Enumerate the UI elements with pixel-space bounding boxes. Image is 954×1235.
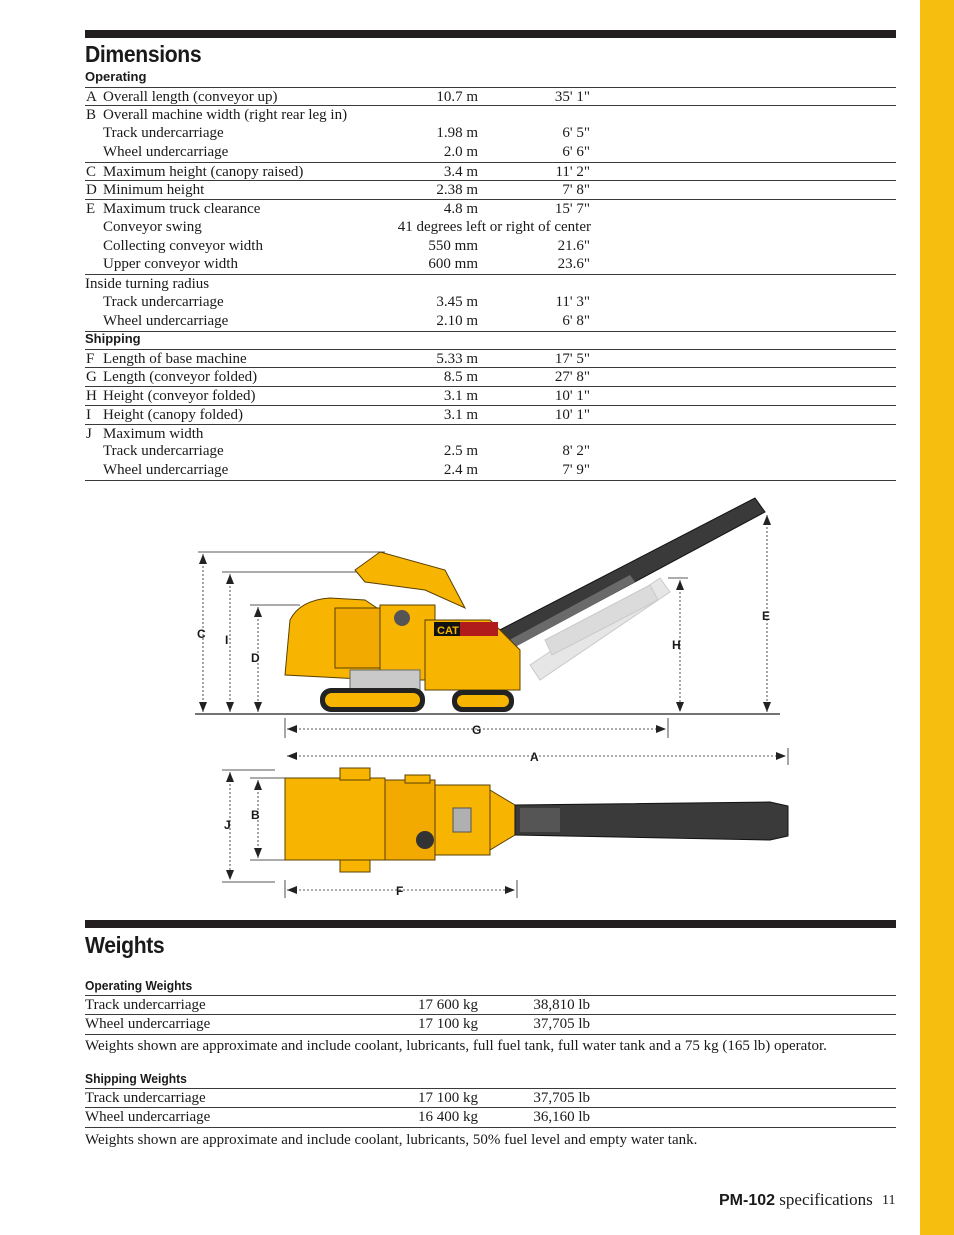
canopy (355, 552, 465, 608)
weight-label: Track undercarriage (85, 997, 206, 1013)
dimension-metric: 4.8 m (443, 201, 478, 217)
footer-suffix: specifications (775, 1190, 873, 1209)
label-g: G (472, 723, 482, 737)
dimension-j (222, 770, 275, 882)
table-bottom-rule (85, 1034, 896, 1035)
dimension-imperial: 27' 8" (554, 369, 590, 386)
dimension-row (85, 255, 896, 274)
dimension-row (85, 105, 896, 124)
weight-row (85, 995, 896, 1014)
dimension-row (85, 461, 896, 480)
top-rear-leg-right (340, 860, 370, 872)
weight-label: Wheel undercarriage (85, 1109, 211, 1125)
top-hatch (453, 808, 471, 832)
page-number: 11 (882, 1193, 896, 1208)
dimension-label: Track undercarriage (103, 293, 224, 310)
dimension-row (85, 424, 896, 443)
machine-top-view (285, 768, 788, 872)
dimension-metric: 2.0 m (443, 143, 478, 160)
steering-wheel (394, 610, 410, 626)
weight-row (85, 1107, 896, 1126)
table-bottom-rule (85, 1127, 896, 1128)
dimension-code: E (86, 201, 96, 217)
dimension-metric: 1.98 m (436, 125, 478, 141)
dimension-row (85, 312, 896, 331)
dimension-code: G (86, 369, 97, 386)
dimension-imperial: 10' 1" (554, 406, 590, 423)
dimension-label: Length of base machine (103, 350, 247, 367)
table-bottom-rule (85, 331, 896, 332)
footer-title (719, 1190, 873, 1210)
dimension-span-value: 41 degrees left or right of center (397, 218, 591, 235)
machine-dimension-diagram (190, 490, 800, 900)
raised-conveyor (490, 498, 765, 650)
operating-weights-note: Weights shown are approximate and include coolant, lubricants, full fuel tank, full water tank and a 75 kg (165 lb) operator. (85, 1038, 827, 1054)
dimension-imperial: 17' 5" (554, 350, 590, 367)
dimension-imperial: 7' 8" (562, 182, 590, 199)
dimension-label: Overall machine width (right rear leg in) (103, 107, 348, 124)
dimension-e (762, 515, 771, 712)
dimension-row (85, 218, 896, 237)
dimension-metric: 3.4 m (443, 163, 478, 180)
weight-row (85, 1014, 896, 1033)
dimension-code: A (86, 88, 97, 105)
dimension-label: Track undercarriage (103, 125, 224, 141)
top-nose (490, 790, 515, 850)
dimension-f (285, 880, 517, 898)
dimension-imperial: 23.6" (557, 256, 590, 273)
dimension-row (85, 349, 896, 368)
dimension-metric: 2.4 m (443, 462, 478, 478)
footer-model: PM-102 (719, 1192, 776, 1209)
dimension-metric: 5.33 m (436, 350, 478, 367)
shipping-weights-subheading: Shipping Weights (85, 1071, 187, 1086)
dimension-metric: 3.45 m (436, 293, 478, 310)
dimension-label: Track undercarriage (103, 443, 224, 460)
label-a: A (530, 750, 539, 764)
weight-lb: 38,810 lb (533, 997, 590, 1013)
dimension-label: Maximum width (103, 425, 204, 442)
shipping-subheading: Shipping (85, 331, 141, 346)
label-f: F (396, 884, 404, 898)
top-rear-leg-left (340, 768, 370, 780)
shipping-weights-note: Weights shown are approximate and include coolant, lubricants, 50% fuel level and empty water tank. (85, 1132, 698, 1148)
dimension-imperial: 6' 6" (562, 143, 590, 160)
label-h: H (672, 638, 681, 652)
dimension-g (285, 718, 668, 738)
dimension-row (85, 405, 896, 424)
top-front-leg-left (405, 775, 430, 783)
label-b: B (251, 808, 260, 822)
dimension-metric: 3.1 m (443, 388, 478, 404)
label-e: E (762, 609, 771, 623)
dimension-code: C (86, 163, 97, 180)
weight-kg: 17 600 kg (418, 997, 478, 1013)
label-j: J (224, 818, 231, 832)
dimension-imperial: 21.6" (557, 237, 590, 254)
dimension-imperial: 6' 8" (562, 312, 590, 329)
dimension-label: Collecting conveyor width (103, 237, 263, 254)
dimension-metric: 2.38 m (436, 182, 478, 199)
dimension-metric: 600 mm (428, 256, 478, 273)
dimension-metric: 10.7 m (436, 88, 478, 105)
dimension-label: Upper conveyor width (103, 256, 238, 273)
dimension-row (85, 199, 896, 218)
dimension-code: H (86, 388, 97, 404)
dimension-metric: 3.1 m (443, 406, 478, 423)
weight-lb: 37,705 lb (533, 1090, 590, 1106)
dimension-b (250, 778, 285, 860)
dimension-label: Wheel undercarriage (103, 312, 229, 329)
dimension-row (85, 180, 896, 199)
dimension-code: I (86, 406, 91, 423)
dimension-code: J (86, 425, 92, 442)
red-stripe (460, 622, 498, 636)
machine-side-view (285, 498, 765, 712)
dimension-row (85, 87, 896, 106)
front-track-frame (457, 695, 509, 707)
dimension-imperial: 10' 1" (554, 388, 590, 404)
dimension-label: Height (conveyor folded) (103, 388, 256, 404)
dimension-row (85, 367, 896, 386)
weight-kg: 17 100 kg (418, 1016, 478, 1032)
weight-kg: 17 100 kg (418, 1090, 478, 1106)
cat-logo: CAT (437, 625, 459, 637)
rear-track-frame (325, 693, 420, 707)
dimension-label: Wheel undercarriage (103, 143, 229, 160)
dimension-label: Length (conveyor folded) (103, 369, 258, 386)
top-steering (416, 831, 434, 849)
dimension-h (668, 578, 688, 712)
dimension-label: Maximum height (canopy raised) (103, 163, 304, 180)
weight-lb: 36,160 lb (533, 1109, 590, 1125)
dimension-code: D (86, 182, 97, 199)
dimension-label: Wheel undercarriage (103, 462, 229, 478)
dimension-label: Conveyor swing (103, 218, 202, 235)
dimension-imperial: 6' 5" (562, 125, 590, 141)
dimension-label: Inside turning radius (85, 276, 210, 292)
dimension-label: Minimum height (103, 182, 205, 199)
top-conveyor-hopper (520, 808, 560, 832)
weight-label: Track undercarriage (85, 1090, 206, 1106)
section-rule-weights (85, 920, 896, 928)
operating-subheading: Operating (85, 69, 147, 84)
dimension-metric: 8.5 m (443, 369, 478, 386)
label-d: D (251, 651, 260, 665)
dimensions-heading: Dimensions (85, 41, 202, 67)
dimension-row (85, 442, 896, 461)
dimension-label: Overall length (conveyor up) (103, 88, 278, 105)
engine-panel (335, 608, 380, 668)
dimension-row (85, 293, 896, 312)
dimension-row (85, 162, 896, 181)
weight-lb: 37,705 lb (533, 1016, 590, 1032)
dimension-metric: 2.5 m (443, 443, 478, 460)
dimension-row (85, 143, 896, 162)
dimension-row (85, 274, 896, 293)
weight-label: Wheel undercarriage (85, 1016, 211, 1032)
dimension-imperial: 11' 3" (555, 293, 590, 310)
dimension-metric: 550 mm (428, 237, 478, 254)
dimension-imperial: 11' 2" (555, 163, 590, 180)
side-accent-band (920, 0, 954, 1235)
dimension-imperial: 15' 7" (554, 201, 590, 217)
section-rule-dimensions (85, 30, 896, 38)
dimension-metric: 2.10 m (436, 312, 478, 329)
dimension-row (85, 386, 896, 405)
weights-heading: Weights (85, 932, 165, 958)
weight-row (85, 1088, 896, 1107)
dimension-row (85, 124, 896, 143)
dimension-row (85, 237, 896, 256)
dimension-imperial: 35' 1" (554, 88, 590, 105)
table-bottom-rule (85, 480, 896, 481)
dimension-a (287, 748, 788, 765)
top-rear-body (285, 778, 385, 860)
dimension-label: Maximum truck clearance (103, 201, 261, 217)
label-c: C (197, 627, 206, 641)
label-i: I (225, 633, 229, 647)
dimension-imperial: 7' 9" (562, 462, 590, 478)
dimension-code: B (86, 107, 97, 124)
dimension-code: F (86, 350, 95, 367)
weight-kg: 16 400 kg (418, 1109, 478, 1125)
dimension-imperial: 8' 2" (562, 443, 590, 460)
operating-weights-subheading: Operating Weights (85, 978, 193, 993)
dimension-label: Height (canopy folded) (103, 406, 243, 423)
